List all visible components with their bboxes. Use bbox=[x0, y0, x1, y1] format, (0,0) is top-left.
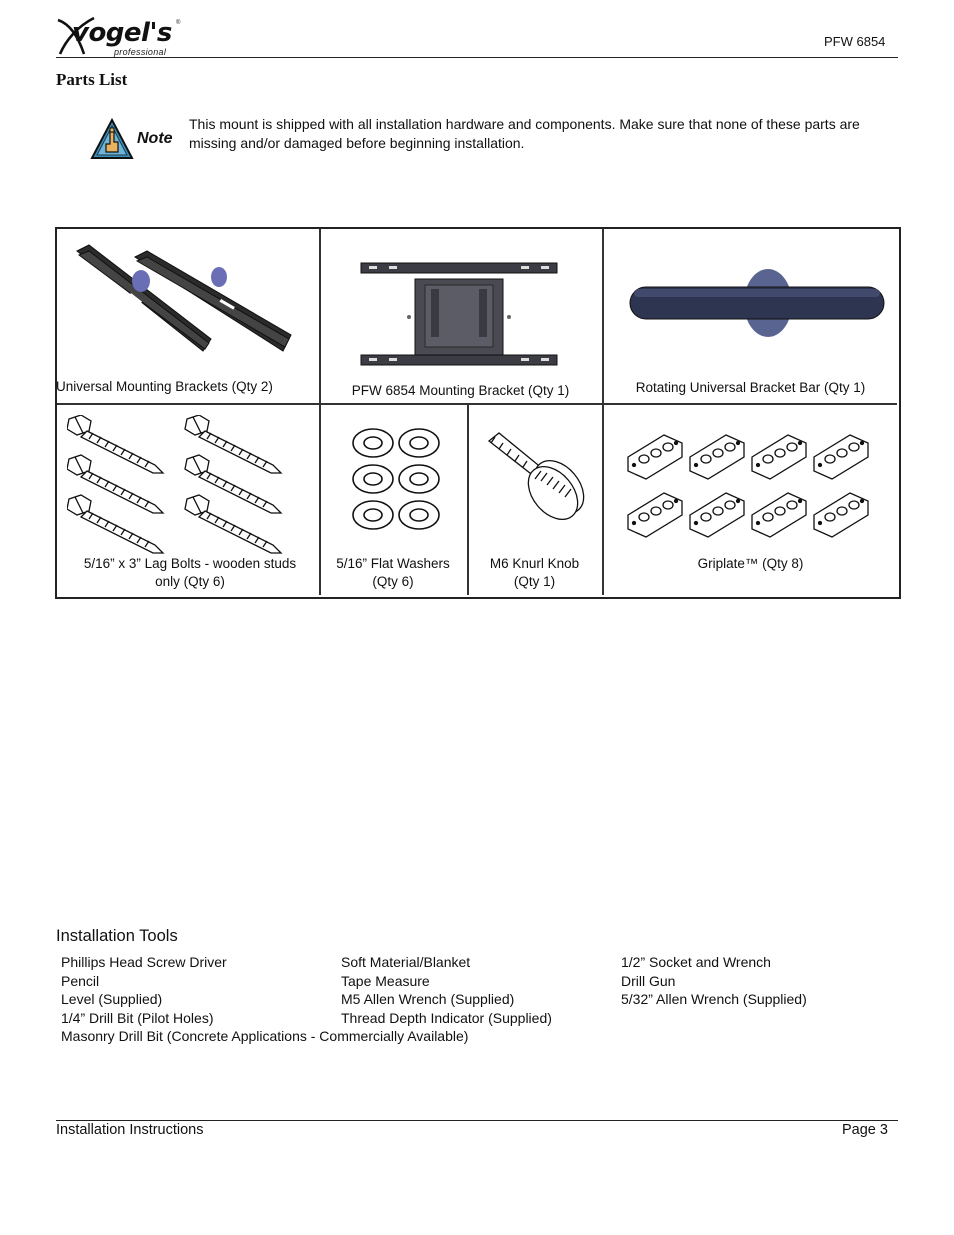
tools-column-2 bbox=[341, 953, 552, 1027]
section-title: Parts List bbox=[56, 70, 128, 89]
note-text: This mount is shipped with all installation hardware and components. Make sure that none of these parts are missing and/or damaged before beginning installation. bbox=[189, 116, 860, 151]
part-caption: Universal Mounting Brackets (Qty 2) bbox=[56, 379, 273, 394]
tool-item: Tape Measure bbox=[341, 972, 430, 989]
vogels-logo bbox=[56, 14, 182, 60]
part-caption-line: 5/16” x 3” Lag Bolts - wooden studs bbox=[83, 556, 297, 571]
part-cell-griplate bbox=[604, 405, 897, 595]
logo-registered-mark: ® bbox=[176, 20, 181, 26]
tool-item: Drill Gun bbox=[621, 972, 676, 989]
part-caption-line: only (Qty 6) bbox=[155, 574, 225, 589]
note-label: Note bbox=[137, 130, 173, 147]
footer-title: Installation Instructions bbox=[56, 1122, 204, 1138]
document-id: PFW 6854 bbox=[824, 34, 886, 49]
footer-rule bbox=[56, 1120, 898, 1121]
part-cell-bracket-bar bbox=[604, 229, 897, 405]
tool-item: Pencil bbox=[61, 972, 100, 989]
pfw-bracket-image bbox=[359, 259, 559, 373]
tool-item: Thread Depth Indicator (Supplied) bbox=[341, 1009, 552, 1026]
tool-item: Soft Material/Blanket bbox=[341, 954, 471, 970]
part-caption-line: 5/16” Flat Washers bbox=[336, 556, 450, 571]
tool-item: M5 Allen Wrench (Supplied) bbox=[341, 991, 515, 1008]
flat-washers-image bbox=[349, 427, 449, 537]
logo-wordmark: vogel's bbox=[72, 18, 172, 48]
tool-item: Masonry Drill Bit (Concrete Applications - Commercially Available) bbox=[61, 1028, 469, 1045]
part-cell-lag-bolts bbox=[57, 405, 321, 595]
part-caption-line: (Qty 1) bbox=[513, 574, 556, 589]
part-caption-line: (Qty 6) bbox=[372, 574, 414, 589]
part-caption-line: M6 Knurl Knob bbox=[489, 556, 580, 571]
logo-subtext: professional bbox=[114, 47, 167, 57]
bracket-bar-image bbox=[628, 269, 888, 339]
part-cell-knurl-knob bbox=[467, 405, 604, 595]
part-caption bbox=[65, 555, 315, 591]
page-number: Page 3 bbox=[842, 1122, 888, 1138]
tool-item: 1/4” Drill Bit (Pilot Holes) bbox=[61, 1009, 214, 1026]
tool-item: Level (Supplied) bbox=[61, 991, 163, 1008]
part-cell-flat-washers bbox=[319, 405, 469, 595]
part-caption: Rotating Universal Bracket Bar (Qty 1) bbox=[635, 380, 866, 395]
part-caption bbox=[467, 555, 602, 591]
part-cell-mounting-brackets bbox=[57, 229, 321, 405]
knurl-knob-image bbox=[483, 431, 593, 531]
part-caption: Griplate™ (Qty 8) bbox=[697, 556, 804, 571]
part-caption bbox=[319, 555, 467, 591]
tools-column-3 bbox=[621, 953, 807, 1009]
griplate-image bbox=[624, 431, 874, 547]
pointing-hand-warning-icon bbox=[90, 118, 134, 160]
tools-title: Installation Tools bbox=[56, 927, 178, 945]
header-rule bbox=[56, 57, 898, 58]
lag-bolts-image bbox=[67, 415, 297, 555]
part-caption: PFW 6854 Mounting Bracket (Qty 1) bbox=[351, 383, 570, 398]
tool-item: Phillips Head Screw Driver bbox=[61, 954, 227, 970]
tool-item: 1/2” Socket and Wrench bbox=[621, 954, 771, 970]
part-cell-pfw-bracket bbox=[319, 229, 604, 405]
mounting-brackets-image bbox=[71, 239, 301, 369]
parts-table bbox=[55, 227, 901, 599]
tool-item: 5/32” Allen Wrench (Supplied) bbox=[621, 991, 807, 1008]
